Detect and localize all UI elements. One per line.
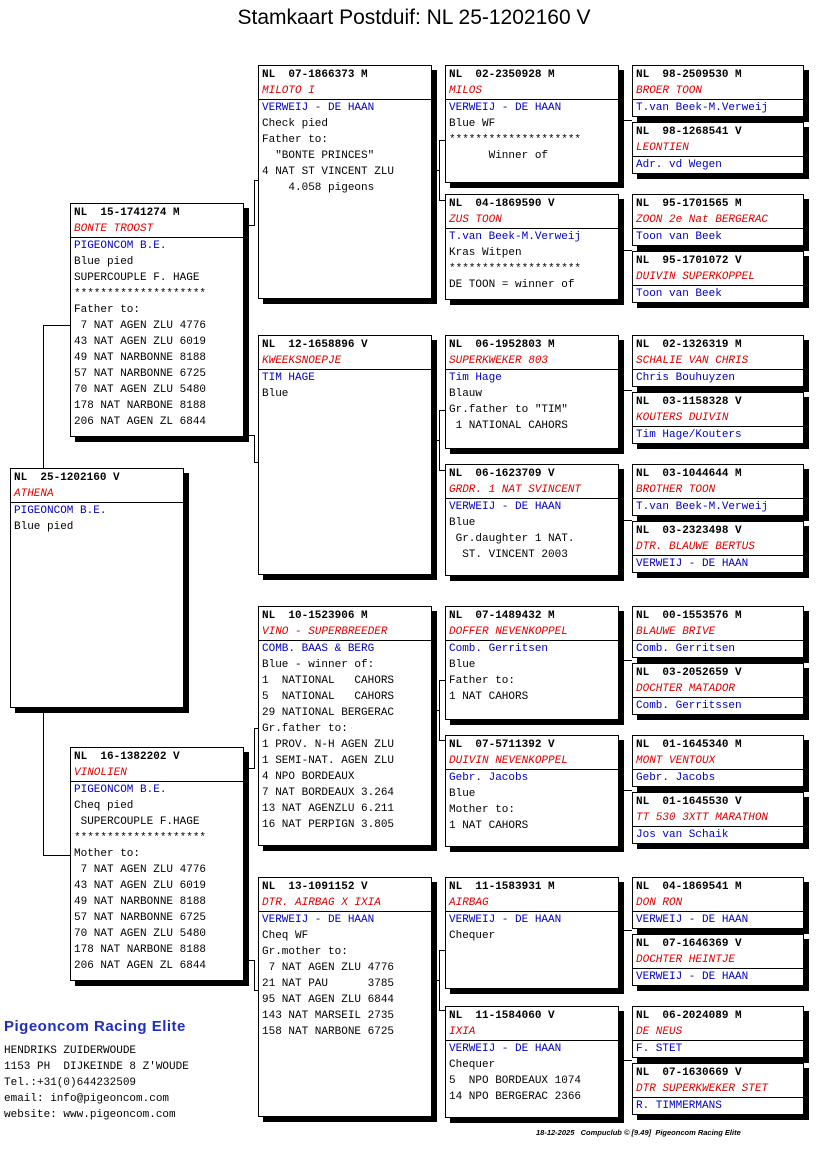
connector [43,855,70,856]
pigeon-name: DOCHTER HEINTJE [633,952,803,969]
owner-name: VERWEIJ - DE HAAN [262,102,375,114]
owner-name: Tim Hage/Kouters [636,429,742,441]
info-line: Chequer [449,1059,496,1071]
info-line: 49 NAT NARBONNE 8188 [74,352,207,364]
contact-website: website: www.pigeoncom.com [4,1109,176,1121]
pigeon-name: IXIA [446,1024,618,1041]
owner-name: Comb. Gerritsen [636,643,736,655]
info-line: 7 NAT AGEN ZLU 4776 [262,962,395,974]
info-line: Father to: [74,304,141,316]
ring-number: NL 03-2323498 V [636,525,742,537]
connector [620,520,632,521]
pigeon-card-mfm [445,735,619,847]
pigeon-card-mother [70,747,244,981]
pigeon-card-fmm [445,464,619,576]
ring-number: NL 02-2350928 M [449,69,555,81]
pigeon-card-subject [10,468,184,708]
owner-name: VERWEIJ - DE HAAN [636,558,749,570]
ring-number: NL 11-1583931 M [449,881,555,893]
connector [432,980,440,981]
info-line: 7 NAT AGEN ZLU 4776 [74,320,207,332]
info-line: Blue [449,788,476,800]
pigeon-card-mff [445,606,619,720]
info-line: 29 NATIONAL BERGERAC [262,707,395,719]
contact-name: HENDRIKS ZUIDERWOUDE [4,1045,137,1057]
info-line: Mother to: [74,848,141,860]
info-line: Gr.daughter 1 NAT. [449,533,575,545]
contact-email: email: info@pigeoncom.com [4,1093,170,1105]
info-line: Blue [449,517,476,529]
info-line: 1 NATIONAL CAHORS [262,675,395,687]
pigeon-card-g15 [632,1006,804,1058]
pigeon-name: DON RON [633,895,803,912]
info-line: Cheq pied [74,800,134,812]
info-line: ******************** [74,288,207,300]
ring-number: NL 06-1623709 V [449,468,555,480]
info-line: 4 NPO BORDEAUX [262,771,355,783]
info-line: Blue [262,388,289,400]
info-line: 16 NAT PERPIGN 3.805 [262,819,395,831]
pigeon-name: VINO - SUPERBREEDER [259,624,431,641]
contact-block [4,1043,189,1123]
owner-name: COMB. BAAS & BERG [262,643,375,655]
ring-number: NL 01-1645340 M [636,739,742,751]
info-line: 143 NAT MARSEIL 2735 [262,1010,395,1022]
owner-name: Adr. vd Wegen [636,159,722,171]
pigeon-card-g3 [632,194,804,246]
info-line: "BONTE PRINCES" [262,150,375,162]
owner-name: PIGEONCOM B.E. [74,784,167,796]
connector [43,325,44,468]
info-line: 43 NAT AGEN ZLU 6019 [74,336,207,348]
pigeon-name: DOCHTER MATADOR [633,681,803,698]
ring-number: NL 95-1701072 V [636,255,742,267]
info-line: 206 NAT AGEN ZL 6844 [74,960,207,972]
ring-number: NL 13-1091152 V [262,881,368,893]
pigeon-card-g10 [632,663,804,715]
info-line: 5 NATIONAL CAHORS [262,691,395,703]
connector [254,728,255,768]
owner-name: PIGEONCOM B.E. [14,505,107,517]
info-line: 1 NAT CAHORS [449,820,529,832]
pigeon-card-g4 [632,251,804,303]
pigeon-card-g8 [632,521,804,573]
pigeon-name: MILOTO I [259,83,431,100]
owner-name: PIGEONCOM B.E. [74,240,167,252]
owner-name: Jos van Schaik [636,829,729,841]
page-title: Stamkaart Postduif: NL 25-1202160 V [237,6,591,29]
pigeon-name: DTR SUPERKWEKER STET [633,1081,803,1098]
pigeon-card-g9 [632,606,804,658]
info-line: SUPERCOUPLE F. HAGE [74,272,200,284]
info-line: 49 NAT NARBONNE 8188 [74,896,207,908]
pigeon-name: ZOON 2e Nat BERGERAC [633,212,803,229]
info-line: 70 NAT AGEN ZLU 5480 [74,928,207,940]
pigeon-name: DUIVIN NEVENKOPPEL [446,753,618,770]
info-line: Blue - winner of: [262,659,375,671]
info-line: 13 NAT AGENZLU 6.211 [262,803,395,815]
info-line: Winner of [449,150,549,162]
info-line: ******************** [449,134,582,146]
info-line: 158 NAT NARBONE 6725 [262,1026,395,1038]
connector [620,1060,632,1061]
pigeon-name: DE NEUS [633,1024,803,1041]
pigeon-name: MONT VENTOUX [633,753,803,770]
ring-number: NL 15-1741274 M [74,207,180,219]
ring-number: NL 03-1158328 V [636,396,742,408]
owner-name: Gebr. Jacobs [449,772,529,784]
info-line: Kras Witpen [449,247,522,259]
connector [254,180,255,225]
pigeon-card-g14 [632,934,804,986]
pigeon-card-fm [258,335,432,575]
owner-name: VERWEIJ - DE HAAN [636,914,749,926]
owner-name: Chris Bouhuyzen [636,372,736,384]
ring-number: NL 98-2509530 M [636,69,742,81]
ring-number: NL 95-1701565 M [636,198,742,210]
pigeon-card-mmm [445,1006,619,1118]
ring-number: NL 12-1658896 V [262,339,368,351]
owner-name: VERWEIJ - DE HAAN [636,971,749,983]
pigeon-name: TT 530 3XTT MARATHON [633,810,803,827]
info-line: Gr.father to "TIM" [449,404,568,416]
info-line: 1 NAT CAHORS [449,691,529,703]
connector [43,325,70,326]
pigeon-card-ffm [445,194,619,300]
ring-number: NL 07-1866373 M [262,69,368,81]
ring-number: NL 02-1326319 M [636,339,742,351]
info-line: 1 NATIONAL CAHORS [449,420,568,432]
pigeon-name: BROTHER TOON [633,482,803,499]
info-line: Father to: [262,134,329,146]
brand-name: Pigeoncom Racing Elite [4,1018,186,1035]
info-line: ST. VINCENT 2003 [449,549,568,561]
pigeon-card-mf [258,606,432,846]
ring-number: NL 07-1630669 V [636,1067,742,1079]
contact-phone: Tel.:+31(0)644232509 [4,1077,137,1089]
owner-name: Toon van Beek [636,231,722,243]
pigeon-name: VINOLIEN [71,765,243,782]
pigeon-name: AIRBAG [446,895,618,912]
connector [432,440,440,441]
pigeon-card-fmf [445,335,619,449]
ring-number: NL 16-1382202 V [74,751,180,763]
pigeon-card-g6 [632,392,804,444]
pigeon-name: ATHENA [11,486,183,503]
pigeon-card-g12 [632,792,804,844]
owner-name: VERWEIJ - DE HAAN [449,501,562,513]
pigeon-card-g16 [632,1063,804,1115]
connector [432,170,440,171]
info-line: 57 NAT NARBONNE 6725 [74,368,207,380]
pigeon-card-g7 [632,464,804,516]
ring-number: NL 07-5711392 V [449,739,555,751]
info-line: Blauw [449,388,483,400]
pigeon-card-fff [445,65,619,183]
pigeon-name: BLAUWE BRIVE [633,624,803,641]
info-line: Check pied [262,118,329,130]
ring-number: NL 25-1202160 V [14,472,120,484]
info-line: Blue pied [74,256,134,268]
connector [620,930,632,931]
footer-credit: 18-12-2025 Compuclub © [9.49] Pigeoncom Racing Elite [536,1128,741,1137]
info-line: Cheq WF [262,930,309,942]
pigeon-name: BONTE TROOST [71,221,243,238]
pigeon-name: KWEEKSNOEPJE [259,353,431,370]
pigeon-name: DTR. AIRBAG X IXIA [259,895,431,912]
owner-name: T.van Beek-M.Verweij [636,501,769,513]
contact-address: 1153 PH DIJKEINDE 8 Z'WOUDE [4,1061,189,1073]
owner-name: VERWEIJ - DE HAAN [262,914,375,926]
info-line: 43 NAT AGEN ZLU 6019 [74,880,207,892]
pigeon-name: DUIVIN SUPERKOPPEL [633,269,803,286]
owner-name: T.van Beek-M.Verweij [636,102,769,114]
pigeon-name: MILOS [446,83,618,100]
owner-name: VERWEIJ - DE HAAN [449,914,562,926]
info-line: Blue [449,659,476,671]
info-line: Gr.mother to: [262,946,348,958]
connector [620,390,632,391]
ring-number: NL 07-1646369 V [636,938,742,950]
pigeon-card-mmf [445,877,619,989]
connector [620,790,632,791]
info-line: 7 NAT BORDEAUX 3.264 [262,787,395,799]
ring-number: NL 98-1268541 V [636,126,742,138]
owner-name: R. TIMMERMANS [636,1100,722,1112]
info-line: 1 PROV. N-H AGEN ZLU [262,739,395,751]
info-line: Father to: [449,675,516,687]
ring-number: NL 06-1952803 M [449,339,555,351]
pigeon-name: GRDR. 1 NAT SVINCENT [446,482,618,499]
ring-number: NL 10-1523906 M [262,610,368,622]
pigeon-name: LEONTIEN [633,140,803,157]
pigeon-card-g5 [632,335,804,387]
ring-number: NL 04-1869541 M [636,881,742,893]
owner-name: Comb. Gerritssen [636,700,742,712]
pigeon-name: BROER TOON [633,83,803,100]
ring-number: NL 06-2024089 M [636,1010,742,1022]
pigeon-card-mm [258,877,432,1117]
pigeon-card-g1 [632,65,804,117]
info-line: DE TOON = winner of [449,279,575,291]
connector [620,660,632,661]
pigeon-name: SCHALIE VAN CHRIS [633,353,803,370]
info-line: 178 NAT NARBONE 8188 [74,944,207,956]
info-line: 4.058 pigeons [262,182,375,194]
ring-number: NL 11-1584060 V [449,1010,555,1022]
pigeon-card-father [70,203,244,437]
info-line: 95 NAT AGEN ZLU 6844 [262,994,395,1006]
ring-number: NL 00-1553576 M [636,610,742,622]
info-line: 7 NAT AGEN ZLU 4776 [74,864,207,876]
owner-name: F. STET [636,1043,683,1055]
owner-name: Tim Hage [449,372,502,384]
info-line: SUPERCOUPLE F.HAGE [74,816,200,828]
connector [620,250,632,251]
owner-name: TIM HAGE [262,372,315,384]
pigeon-name: DTR. BLAUWE BERTUS [633,539,803,556]
ring-number: NL 03-1044644 M [636,468,742,480]
pigeon-name: SUPERKWEKER 803 [446,353,618,370]
connector [245,435,255,436]
info-line: 57 NAT NARBONNE 6725 [74,912,207,924]
info-line: 70 NAT AGEN ZLU 5480 [74,384,207,396]
ring-number: NL 03-2052659 V [636,667,742,679]
info-line: 5 NPO BORDEAUX 1074 [449,1075,582,1087]
info-line: 4 NAT ST VINCENT ZLU [262,166,395,178]
info-line: Chequer [449,930,496,942]
connector [254,435,255,462]
info-line: Gr.father to: [262,723,348,735]
pigeon-card-ff [258,65,432,299]
owner-name: VERWEIJ - DE HAAN [449,1043,562,1055]
info-line: Mother to: [449,804,516,816]
owner-name: Gebr. Jacobs [636,772,716,784]
connector [43,710,44,855]
pigeon-name: KOUTERS DUIVIN [633,410,803,427]
owner-name: Comb. Gerritsen [449,643,549,655]
info-line: 178 NAT NARBONE 8188 [74,400,207,412]
owner-name: Toon van Beek [636,288,722,300]
info-line: ******************** [449,263,582,275]
info-line: 21 NAT PAU 3785 [262,978,395,990]
pigeon-name: DOFFER NEVENKOPPEL [446,624,618,641]
ring-number: NL 07-1489432 M [449,610,555,622]
info-line: 14 NPO BERGERAC 2366 [449,1091,582,1103]
pigeon-card-g11 [632,735,804,787]
connector [432,710,440,711]
connector [254,960,255,990]
pigeon-card-g2 [632,122,804,174]
ring-number: NL 01-1645530 V [636,796,742,808]
connector [245,225,255,226]
connector [620,120,632,121]
ring-number: NL 04-1869590 V [449,198,555,210]
info-line: Blue WF [449,118,496,130]
info-line: 1 SEMI-NAT. AGEN ZLU [262,755,395,767]
owner-name: T.van Beek-M.Verweij [449,231,582,243]
pigeon-name: ZUS TOON [446,212,618,229]
connector [245,960,255,961]
info-line: ******************** [74,832,207,844]
info-line: Blue pied [14,521,74,533]
owner-name: VERWEIJ - DE HAAN [449,102,562,114]
pigeon-card-g13 [632,877,804,929]
connector [245,768,255,769]
info-line: 206 NAT AGEN ZL 6844 [74,416,207,428]
